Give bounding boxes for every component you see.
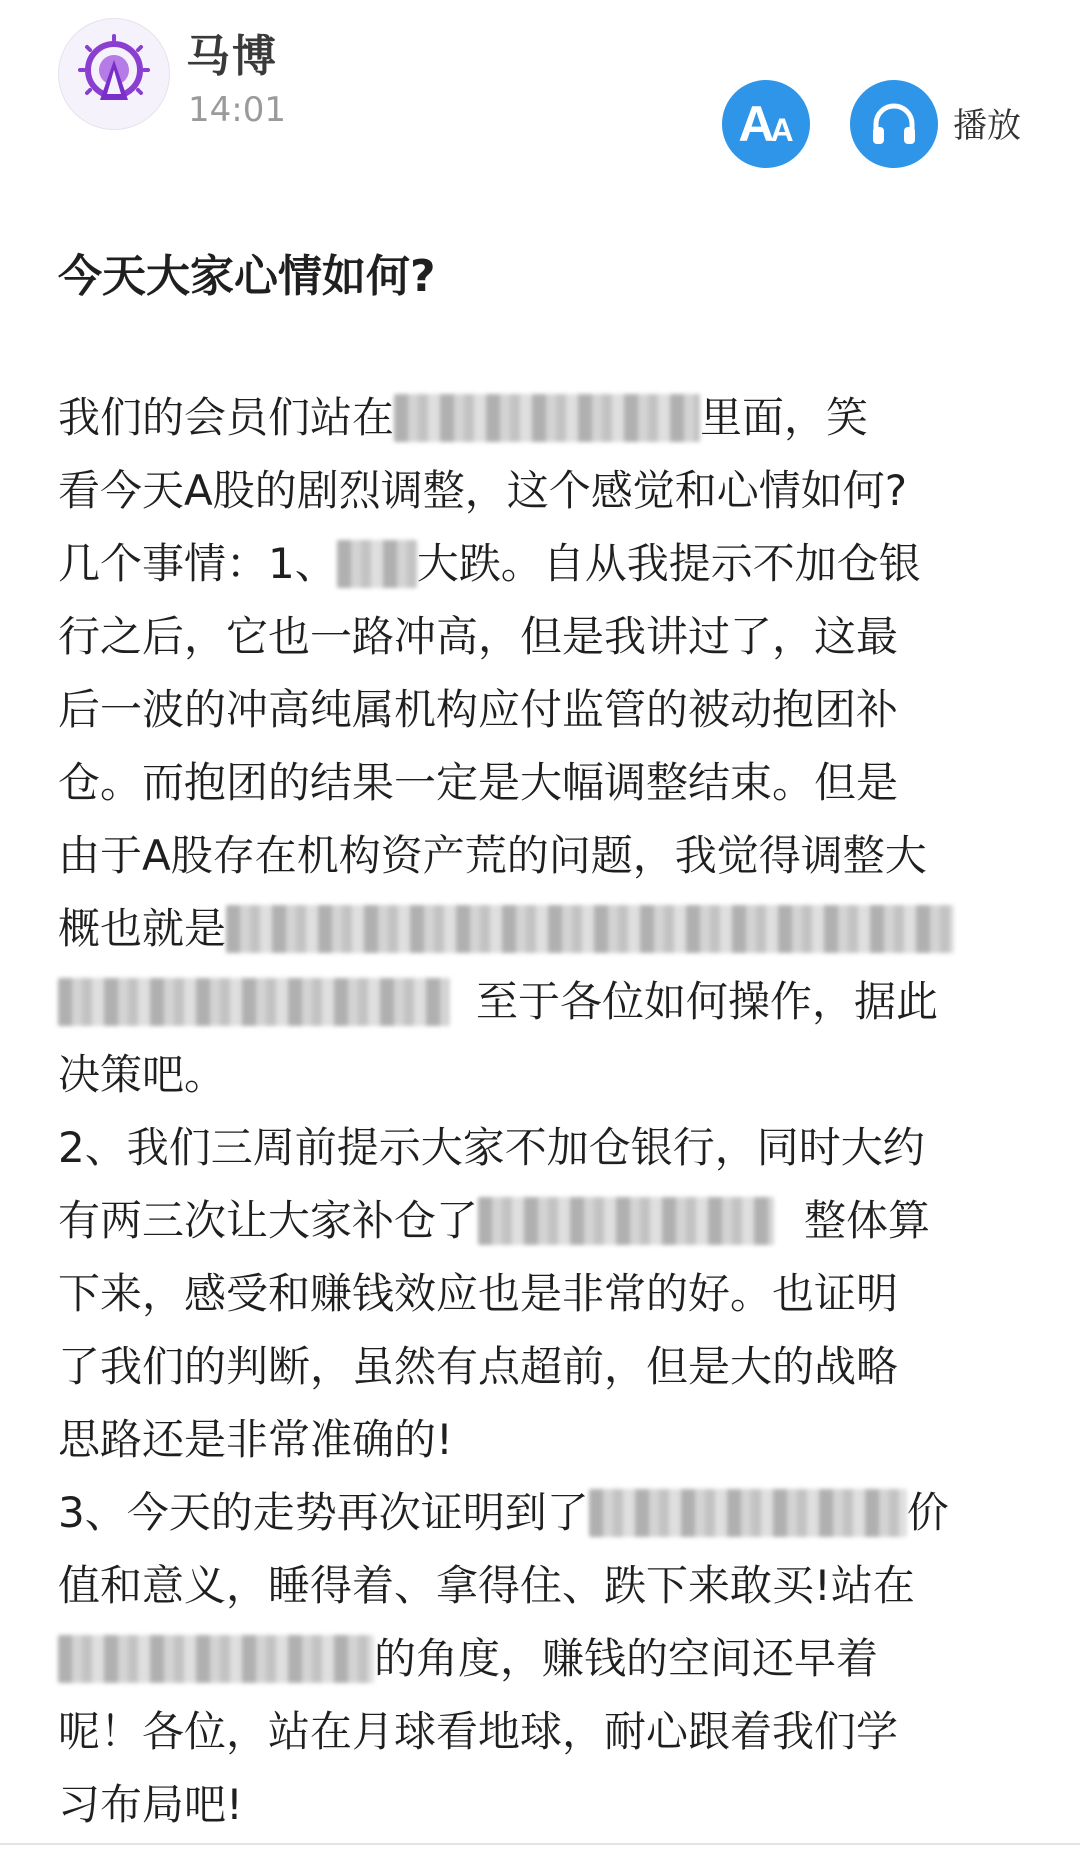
body-line <box>58 1337 1038 1410</box>
body-text: 后一波的冲高纯属机构应付监管的被动抱团补 <box>58 685 899 734</box>
divider <box>0 1843 1080 1845</box>
font-size-icon: AA <box>738 96 794 152</box>
body-text: 值和意义，睡得着、拿得住、跌下来敢买!站在 <box>58 1561 915 1610</box>
body-line <box>58 1629 1038 1702</box>
author-name[interactable]: 马博 <box>186 31 278 82</box>
body-text: 习布局吧! <box>58 1780 243 1829</box>
redacted-text <box>58 978 450 1026</box>
body-text: 3、今天的走势再次证明到了 <box>58 1488 589 1537</box>
font-size-button[interactable] <box>722 80 810 168</box>
play-button[interactable] <box>850 80 938 168</box>
redacted-text <box>394 394 700 442</box>
body-text: 大跌。自从我提示不加仓银 <box>416 539 921 588</box>
redacted-text <box>337 540 417 588</box>
body-text: 几个事情：1、 <box>58 539 337 588</box>
body-text: 看今天A股的剧烈调整，这个感觉和心情如何? <box>58 466 908 515</box>
body-line <box>58 899 1038 972</box>
body-line <box>58 461 1038 534</box>
body-text: 的角度，赚钱的空间还早着 <box>374 1634 879 1683</box>
body-text: 有两三次让大家补仓了 <box>58 1196 479 1245</box>
body-line <box>58 1702 1038 1775</box>
redacted-text <box>589 1489 907 1537</box>
body-line <box>58 1191 1038 1264</box>
body-line <box>58 388 1038 461</box>
body-line <box>58 1264 1038 1337</box>
body-line <box>58 1118 1038 1191</box>
headphones-icon <box>866 96 922 152</box>
body-text: 里面，笑 <box>700 393 869 442</box>
body-text: 下来，感受和赚钱效应也是非常的好。也证明 <box>58 1269 899 1318</box>
body-text: 整体算 <box>804 1196 931 1245</box>
body-text: 概也就是 <box>58 904 227 953</box>
play-label[interactable]: 播放 <box>953 106 1021 146</box>
body-line <box>58 680 1038 753</box>
article-body <box>58 388 1038 1848</box>
redacted-text <box>226 905 954 953</box>
body-text: 行之后，它也一路冲高，但是我讲过了，这最 <box>58 612 899 661</box>
body-text: 仓。而抱团的结果一定是大幅调整结束。但是 <box>58 758 899 807</box>
body-line <box>58 1483 1038 1556</box>
body-line <box>58 826 1038 899</box>
post-time: 14:01 <box>188 90 286 130</box>
body-line <box>58 1045 1038 1118</box>
post-header <box>0 0 1080 160</box>
body-line <box>58 607 1038 680</box>
article-title: 今天大家心情如何? <box>58 251 436 302</box>
body-text: 由于A股存在机构资产荒的问题，我觉得调整大 <box>58 831 927 880</box>
body-text: 价 <box>906 1488 949 1537</box>
body-line <box>58 1410 1038 1483</box>
radio-tower-icon <box>74 34 154 114</box>
body-line <box>58 753 1038 826</box>
body-text: 我们的会员们站在 <box>58 393 395 442</box>
body-text: 至于各位如何操作，据此 <box>476 977 939 1026</box>
body-line <box>58 534 1038 607</box>
body-text: 决策吧。 <box>58 1050 227 1099</box>
body-line <box>58 1556 1038 1629</box>
body-line <box>58 972 1038 1045</box>
body-text: 思路还是非常准确的! <box>58 1415 453 1464</box>
redacted-text <box>58 1635 374 1683</box>
body-text: 了我们的判断，虽然有点超前，但是大的战略 <box>58 1342 899 1391</box>
body-text: 呢！各位，站在月球看地球，耐心跟着我们学 <box>58 1707 899 1756</box>
body-text: 2、我们三周前提示大家不加仓银行，同时大约 <box>58 1123 925 1172</box>
body-line <box>58 1775 1038 1848</box>
avatar[interactable] <box>58 18 170 130</box>
redacted-text <box>478 1197 774 1245</box>
